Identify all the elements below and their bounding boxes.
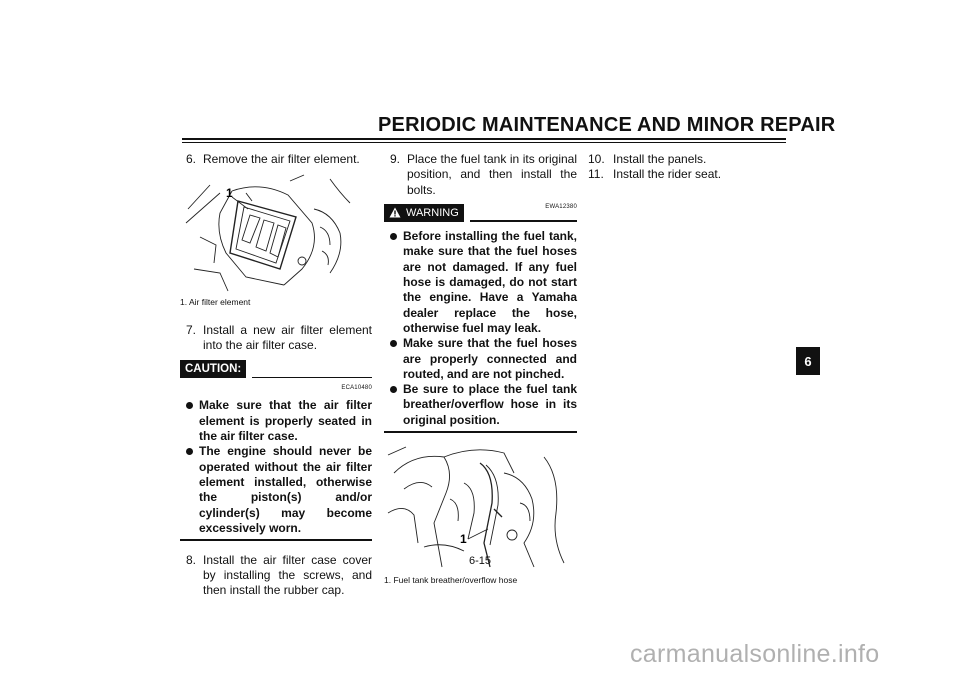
warning-box (384, 204, 577, 433)
step-11: 11. Install the rider seat. (588, 167, 722, 182)
column-1 (180, 152, 372, 599)
bullet-icon (186, 402, 193, 409)
warning-code: EWA12380 (545, 203, 577, 210)
caution-box (180, 360, 372, 540)
step-7: 7. Install a new air filter element into the air filter case. (186, 322, 372, 352)
step-9: 9. Place the fuel tank in its original position, and then install the bolts. (390, 152, 577, 197)
column-2 (384, 152, 577, 588)
step-10: 10. Install the panels. (588, 152, 707, 166)
column-3 (588, 152, 778, 183)
svg-text:1: 1 (460, 531, 467, 546)
bullet-icon (390, 233, 397, 240)
figure-fuel-tank-hose (384, 443, 574, 571)
step-6: 6. Remove the air filter element. (186, 152, 360, 166)
page-title: PERIODIC MAINTENANCE AND MINOR REPAIR (378, 114, 836, 136)
caution-code: ECA10480 (341, 385, 372, 392)
caution-label: CAUTION: (180, 360, 246, 378)
header-rule (182, 138, 786, 140)
bullet-icon (390, 340, 397, 347)
bullet-icon (186, 448, 193, 455)
figure-air-filter (180, 173, 360, 293)
page-number: 6-15 (468, 555, 492, 567)
warning-label: WARNING (384, 204, 464, 222)
warning-item: Be sure to place the fuel tank breather/overflow hose in its original position. (384, 382, 577, 428)
figure-caption: 1. Fuel tank breather/overflow hose (384, 574, 518, 585)
warning-item: Before installing the fuel tank, make sure that the fuel hoses are not damaged. If any fuel hose is damaged, do not start the engine. Have a Yamaha dealer replace the hose, otherwise fuel may leak. (384, 229, 577, 336)
figure-caption: 1. Air filter element (180, 297, 251, 308)
chapter-tab[interactable]: 6 (796, 347, 820, 375)
watermark: carmanualsonline.info (630, 640, 880, 668)
warning-item: Make sure that the fuel hoses are properly connected and routed, and are not pinched. (384, 336, 577, 382)
svg-text:1: 1 (226, 186, 233, 201)
caution-item: Make sure that the air filter element is properly seated in the air filter case. (180, 398, 372, 444)
step-8: 8. Install the air filter case cover by installing the screws, and then install the rubber cap. (186, 552, 372, 598)
caution-item: The engine should never be operated without the air filter element installed, otherwise the piston(s) and/or cylinder(s) may become excessively worn. (180, 444, 372, 536)
warning-triangle-icon (389, 207, 401, 218)
header-rule-thin (182, 142, 786, 143)
air-filter-illustration (180, 173, 360, 293)
bullet-icon (390, 386, 397, 393)
fuel-hose-illustration (384, 443, 574, 571)
